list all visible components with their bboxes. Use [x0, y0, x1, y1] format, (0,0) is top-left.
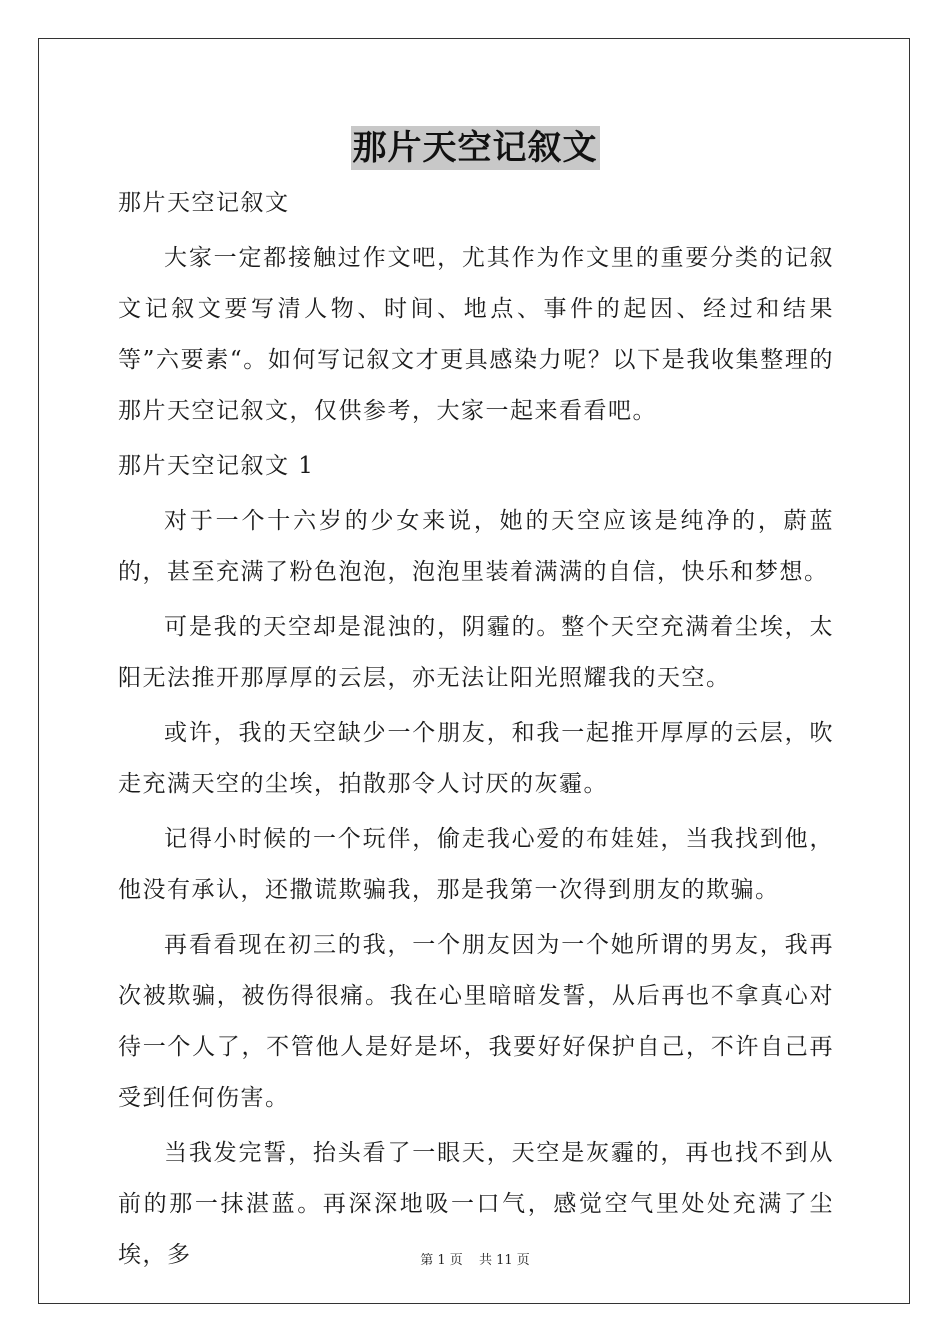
page-footer	[0, 1249, 950, 1268]
title-container	[0, 126, 950, 170]
body-paragraph: 对于一个十六岁的少女来说，她的天空应该是纯净的，蔚蓝的，甚至充满了粉色泡泡，泡泡里装着满满的自信，快乐和梦想。	[118, 508, 834, 585]
body-paragraph: 再看看现在初三的我，一个朋友因为一个她所谓的男友，我再次被欺骗，被伤得很痛。我在心里暗暗发誓，从后再也不拿真心对待一个人了，不管他人是好是坏，我要好好保护自己，不许自己再受到任何伤害。	[118, 932, 834, 1111]
body-paragraph: 可是我的天空却是混浊的，阴霾的。整个天空充满着尘埃，太阳无法推开那厚厚的云层，亦无法让阳光照耀我的天空。	[118, 614, 834, 691]
body-paragraph: 记得小时候的一个玩伴，偷走我心爱的布娃娃，当我找到他，他没有承认，还撒谎欺骗我，那是我第一次得到朋友的欺骗。	[118, 826, 834, 903]
section-heading: 那片天空记叙文 1	[118, 453, 315, 479]
page-number: 第 1 页	[420, 1253, 463, 1268]
body-paragraph: 大家一定都接触过作文吧，尤其作为作文里的重要分类的记叙文记叙文要写清人物、时间、地点、事件的起因、经过和结果等”六要素“。如何写记叙文才更具感染力呢？以下是我收集整理的那片天空记叙文，仅供参考，大家一起来看看吧。	[118, 245, 834, 424]
document-body	[118, 178, 834, 1285]
body-paragraph: 当我发完誓，抬头看了一眼天，天空是灰霾的，再也找不到从前的那一抹湛蓝。再深深地吸一口气，感觉空气里处处充满了尘埃，多	[118, 1140, 834, 1268]
document-title: 那片天空记叙文	[352, 128, 598, 168]
body-paragraph: 或许，我的天空缺少一个朋友，和我一起推开厚厚的云层，吹走充满天空的尘埃，拍散那令人讨厌的灰霾。	[118, 720, 834, 797]
section-heading: 那片天空记叙文	[118, 190, 290, 216]
page-total: 共 11 页	[478, 1253, 530, 1268]
